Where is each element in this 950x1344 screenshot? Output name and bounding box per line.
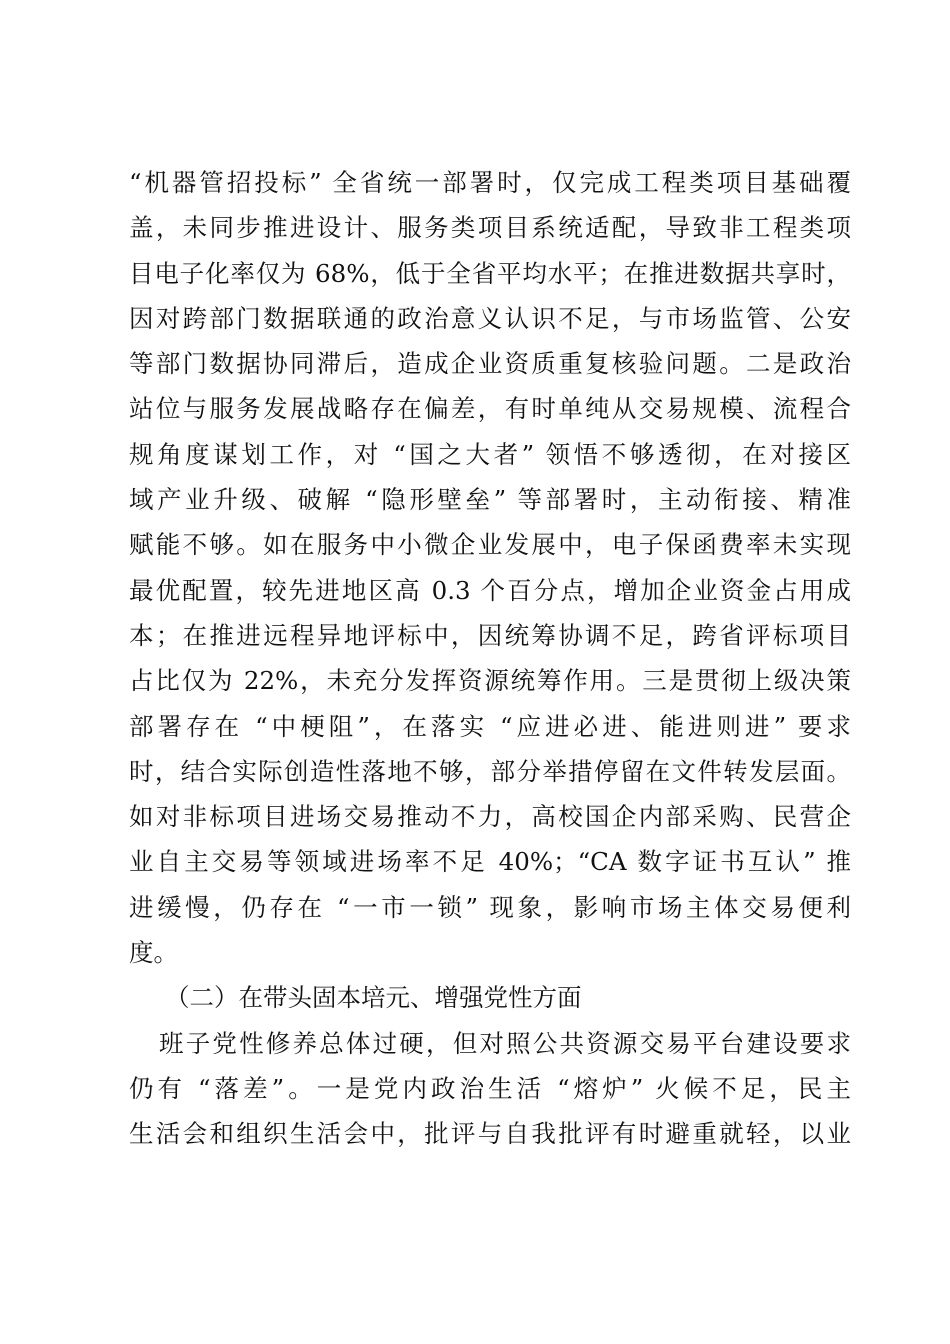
paragraph-1 [129, 160, 851, 975]
text-line: 目电子化率仅为 68%，低于全省平均水平；在推进数据共享时， [129, 258, 851, 288]
text-line: 时，结合实际创造性落地不够，部分举措停留在文件转发层面。 [129, 756, 851, 786]
text-line: “机器管招投标” 全省统一部署时，仅完成工程类项目基础覆 [129, 168, 851, 197]
text-line: 规角度谋划工作，对 “国之大者” 领悟不够透彻，在对接区 [129, 439, 851, 469]
text-line: 业自主交易等领域进场率不足 40%；“CA 数字证书互认” 推 [129, 847, 851, 877]
text-line: 仍有 “落差”。一是党内政治生活 “熔炉” 火候不足，民主 [129, 1073, 851, 1103]
text-line: 部署存在 “中梗阻”，在落实 “应进必进、能进则进” 要求 [129, 711, 851, 741]
text-line: 班子党性修养总体过硬，但对照公共资源交易平台建设要求 [159, 1028, 851, 1058]
document-body [129, 160, 851, 1157]
text-line: 占比仅为 22%，未充分发挥资源统筹作用。三是贯彻上级决策 [129, 666, 851, 696]
text-line: 生活会和组织生活会中，批评与自我批评有时避重就轻，以业 [129, 1119, 851, 1149]
text-line: 站位与服务发展战略存在偏差，有时单纯从交易规模、流程合 [129, 394, 851, 424]
text-line: 度。 [129, 938, 178, 968]
text-line: 最优配置，较先进地区高 0.3 个百分点，增加企业资金占用成 [129, 575, 851, 605]
text-line: 进缓慢，仍存在 “一市一锁” 现象，影响市场主体交易便利 [129, 892, 851, 922]
text-line: 盖，未同步推进设计、服务类项目系统适配，导致非工程类项 [129, 213, 851, 243]
text-line: 等部门数据协同滞后，造成企业资质重复核验问题。二是政治 [129, 349, 851, 379]
text-line: 赋能不够。如在服务中小微企业发展中，电子保函费率未实现 [129, 530, 851, 560]
text-line: 本；在推进远程异地评标中，因统筹协调不足，跨省评标项目 [129, 620, 851, 650]
text-line: 因对跨部门数据联通的政治意义认识不足，与市场监管、公安 [129, 303, 851, 333]
paragraph-2 [129, 1021, 851, 1157]
text-line: 如对非标项目进场交易推动不力，高校国企内部采购、民营企 [129, 802, 851, 832]
text-line: 域产业升级、破解 “隐形壁垒” 等部署时，主动衔接、精准 [129, 485, 851, 515]
section-heading: （二）在带头固本培元、增强党性方面 [165, 983, 582, 1013]
